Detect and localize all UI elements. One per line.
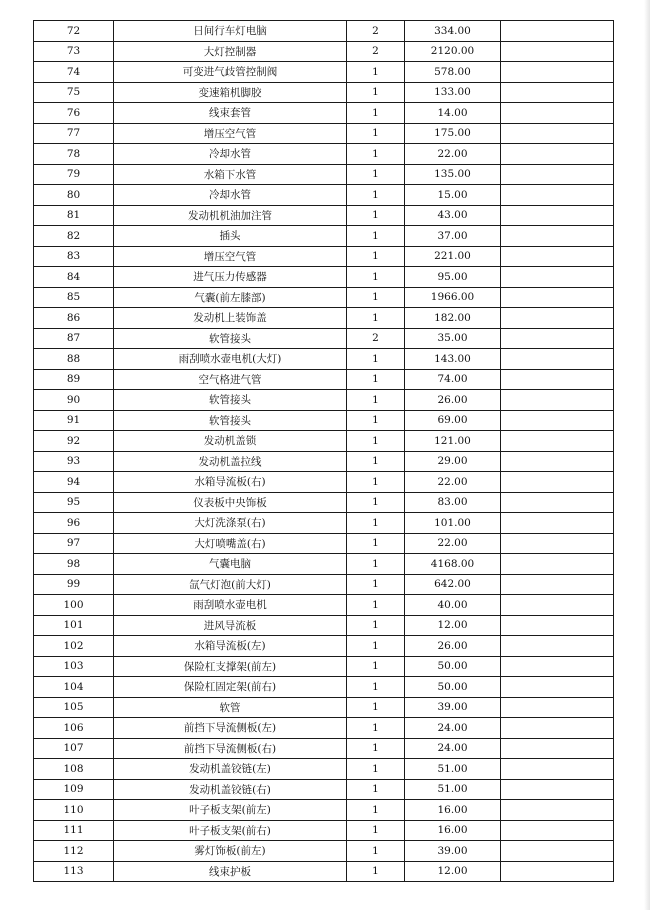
- table-row: [34, 533, 614, 554]
- row-number-cell: 98: [34, 554, 114, 575]
- remark-cell: [501, 820, 614, 841]
- remark-cell: [501, 451, 614, 472]
- row-number-cell: 77: [34, 123, 114, 144]
- remark-cell: [501, 841, 614, 862]
- part-name-cell: 保险杠支撑架(前左): [114, 656, 347, 677]
- table-row: [34, 574, 614, 595]
- remark-cell: [501, 185, 614, 206]
- quantity-cell: 1: [347, 287, 405, 308]
- part-name-cell: 发动机盖拉线: [114, 451, 347, 472]
- price-cell: 51.00: [405, 779, 501, 800]
- row-number-cell: 78: [34, 144, 114, 165]
- remark-cell: [501, 410, 614, 431]
- row-number-cell: 111: [34, 820, 114, 841]
- quantity-cell: 1: [347, 82, 405, 103]
- part-name-cell: 前挡下导流侧板(左): [114, 718, 347, 739]
- quantity-cell: 1: [347, 164, 405, 185]
- part-name-cell: 进气压力传感器: [114, 267, 347, 288]
- price-cell: 182.00: [405, 308, 501, 329]
- price-cell: 83.00: [405, 492, 501, 513]
- price-cell: 1966.00: [405, 287, 501, 308]
- remark-cell: [501, 123, 614, 144]
- part-name-cell: 仪表板中央饰板: [114, 492, 347, 513]
- quantity-cell: 1: [347, 677, 405, 698]
- table-row: [34, 738, 614, 759]
- quantity-cell: 2: [347, 21, 405, 42]
- table-row: [34, 656, 614, 677]
- remark-cell: [501, 656, 614, 677]
- part-name-cell: 增压空气管: [114, 246, 347, 267]
- table-row: [34, 328, 614, 349]
- quantity-cell: 1: [347, 431, 405, 452]
- row-number-cell: 113: [34, 861, 114, 882]
- quantity-cell: 1: [347, 636, 405, 657]
- row-number-cell: 88: [34, 349, 114, 370]
- remark-cell: [501, 718, 614, 739]
- remark-cell: [501, 697, 614, 718]
- row-number-cell: 110: [34, 800, 114, 821]
- table-row: [34, 226, 614, 247]
- table-row: [34, 410, 614, 431]
- part-name-cell: 保险杠固定架(前右): [114, 677, 347, 698]
- part-name-cell: 变速箱机脚胶: [114, 82, 347, 103]
- part-name-cell: 水箱导流板(左): [114, 636, 347, 657]
- part-name-cell: 日间行车灯电脑: [114, 21, 347, 42]
- remark-cell: [501, 800, 614, 821]
- part-name-cell: 叶子板支架(前左): [114, 800, 347, 821]
- row-number-cell: 94: [34, 472, 114, 493]
- remark-cell: [501, 267, 614, 288]
- price-cell: 16.00: [405, 820, 501, 841]
- table-row: [34, 759, 614, 780]
- part-name-cell: 发动机上装饰盖: [114, 308, 347, 329]
- price-cell: 22.00: [405, 472, 501, 493]
- table-row: [34, 287, 614, 308]
- quantity-cell: 1: [347, 841, 405, 862]
- quantity-cell: 1: [347, 697, 405, 718]
- part-name-cell: 软管接头: [114, 390, 347, 411]
- remark-cell: [501, 738, 614, 759]
- row-number-cell: 83: [34, 246, 114, 267]
- row-number-cell: 73: [34, 41, 114, 62]
- price-cell: 40.00: [405, 595, 501, 616]
- table-row: [34, 595, 614, 616]
- price-cell: 135.00: [405, 164, 501, 185]
- quantity-cell: 1: [347, 656, 405, 677]
- price-cell: 578.00: [405, 62, 501, 83]
- table-row: [34, 513, 614, 534]
- row-number-cell: 101: [34, 615, 114, 636]
- price-cell: 24.00: [405, 738, 501, 759]
- row-number-cell: 90: [34, 390, 114, 411]
- price-cell: 175.00: [405, 123, 501, 144]
- remark-cell: [501, 861, 614, 882]
- remark-cell: [501, 513, 614, 534]
- row-number-cell: 93: [34, 451, 114, 472]
- remark-cell: [501, 595, 614, 616]
- quantity-cell: 1: [347, 861, 405, 882]
- part-name-cell: 软管接头: [114, 328, 347, 349]
- part-name-cell: 发动机盖铰链(左): [114, 759, 347, 780]
- table-row: [34, 21, 614, 42]
- row-number-cell: 89: [34, 369, 114, 390]
- row-number-cell: 92: [34, 431, 114, 452]
- remark-cell: [501, 779, 614, 800]
- remark-cell: [501, 103, 614, 124]
- row-number-cell: 104: [34, 677, 114, 698]
- price-cell: 74.00: [405, 369, 501, 390]
- quantity-cell: 1: [347, 554, 405, 575]
- quantity-cell: 1: [347, 820, 405, 841]
- remark-cell: [501, 41, 614, 62]
- price-cell: 22.00: [405, 144, 501, 165]
- table-row: [34, 123, 614, 144]
- row-number-cell: 72: [34, 21, 114, 42]
- part-name-cell: 软管接头: [114, 410, 347, 431]
- quantity-cell: 1: [347, 800, 405, 821]
- row-number-cell: 79: [34, 164, 114, 185]
- remark-cell: [501, 677, 614, 698]
- table-row: [34, 185, 614, 206]
- row-number-cell: 85: [34, 287, 114, 308]
- part-name-cell: 冷却水管: [114, 185, 347, 206]
- price-cell: 143.00: [405, 349, 501, 370]
- price-cell: 133.00: [405, 82, 501, 103]
- row-number-cell: 95: [34, 492, 114, 513]
- price-cell: 221.00: [405, 246, 501, 267]
- row-number-cell: 106: [34, 718, 114, 739]
- row-number-cell: 91: [34, 410, 114, 431]
- remark-cell: [501, 144, 614, 165]
- quantity-cell: 1: [347, 759, 405, 780]
- row-number-cell: 86: [34, 308, 114, 329]
- quantity-cell: 1: [347, 267, 405, 288]
- table-row: [34, 144, 614, 165]
- part-name-cell: 发动机盖锁: [114, 431, 347, 452]
- quantity-cell: 1: [347, 226, 405, 247]
- part-name-cell: 雾灯饰板(前左): [114, 841, 347, 862]
- table-row: [34, 636, 614, 657]
- remark-cell: [501, 308, 614, 329]
- row-number-cell: 84: [34, 267, 114, 288]
- remark-cell: [501, 472, 614, 493]
- price-cell: 39.00: [405, 841, 501, 862]
- price-cell: 37.00: [405, 226, 501, 247]
- row-number-cell: 75: [34, 82, 114, 103]
- price-cell: 15.00: [405, 185, 501, 206]
- row-number-cell: 112: [34, 841, 114, 862]
- price-cell: 50.00: [405, 677, 501, 698]
- price-cell: 12.00: [405, 861, 501, 882]
- quantity-cell: 1: [347, 738, 405, 759]
- table-row: [34, 246, 614, 267]
- table-row: [34, 718, 614, 739]
- row-number-cell: 99: [34, 574, 114, 595]
- row-number-cell: 102: [34, 636, 114, 657]
- price-cell: 334.00: [405, 21, 501, 42]
- row-number-cell: 82: [34, 226, 114, 247]
- table-row: [34, 677, 614, 698]
- table-row: [34, 472, 614, 493]
- price-cell: 50.00: [405, 656, 501, 677]
- part-name-cell: 空气格进气管: [114, 369, 347, 390]
- quantity-cell: 1: [347, 472, 405, 493]
- row-number-cell: 80: [34, 185, 114, 206]
- part-name-cell: 大灯控制器: [114, 41, 347, 62]
- remark-cell: [501, 492, 614, 513]
- table-row: [34, 369, 614, 390]
- quantity-cell: 1: [347, 533, 405, 554]
- quantity-cell: 1: [347, 349, 405, 370]
- part-name-cell: 线束护板: [114, 861, 347, 882]
- remark-cell: [501, 636, 614, 657]
- part-name-cell: 进风导流板: [114, 615, 347, 636]
- quantity-cell: 1: [347, 369, 405, 390]
- remark-cell: [501, 759, 614, 780]
- remark-cell: [501, 431, 614, 452]
- table-row: [34, 779, 614, 800]
- quantity-cell: 1: [347, 246, 405, 267]
- page-edge-shadow: [644, 0, 650, 910]
- table-row: [34, 103, 614, 124]
- row-number-cell: 108: [34, 759, 114, 780]
- quantity-cell: 1: [347, 492, 405, 513]
- price-cell: 22.00: [405, 533, 501, 554]
- price-cell: 26.00: [405, 636, 501, 657]
- part-name-cell: 发动机盖铰链(右): [114, 779, 347, 800]
- row-number-cell: 109: [34, 779, 114, 800]
- price-cell: 43.00: [405, 205, 501, 226]
- part-name-cell: 大灯喷嘴盖(右): [114, 533, 347, 554]
- quantity-cell: 1: [347, 779, 405, 800]
- remark-cell: [501, 615, 614, 636]
- table-row: [34, 820, 614, 841]
- quantity-cell: 1: [347, 62, 405, 83]
- row-number-cell: 81: [34, 205, 114, 226]
- quantity-cell: 1: [347, 144, 405, 165]
- quantity-cell: 1: [347, 615, 405, 636]
- table-row: [34, 554, 614, 575]
- quantity-cell: 1: [347, 513, 405, 534]
- table-row: [34, 861, 614, 882]
- part-name-cell: 氙气灯泡(前大灯): [114, 574, 347, 595]
- quantity-cell: 1: [347, 410, 405, 431]
- quantity-cell: 1: [347, 451, 405, 472]
- price-cell: 101.00: [405, 513, 501, 534]
- table-row: [34, 492, 614, 513]
- row-number-cell: 76: [34, 103, 114, 124]
- price-cell: 24.00: [405, 718, 501, 739]
- price-cell: 51.00: [405, 759, 501, 780]
- part-name-cell: 雨刮喷水壶电机: [114, 595, 347, 616]
- table-row: [34, 308, 614, 329]
- price-cell: 4168.00: [405, 554, 501, 575]
- table-row: [34, 800, 614, 821]
- parts-price-table: [33, 20, 614, 882]
- price-cell: 2120.00: [405, 41, 501, 62]
- price-cell: 39.00: [405, 697, 501, 718]
- quantity-cell: 1: [347, 390, 405, 411]
- price-cell: 642.00: [405, 574, 501, 595]
- remark-cell: [501, 21, 614, 42]
- price-cell: 69.00: [405, 410, 501, 431]
- table-row: [34, 82, 614, 103]
- row-number-cell: 103: [34, 656, 114, 677]
- quantity-cell: 1: [347, 595, 405, 616]
- part-name-cell: 前挡下导流侧板(右): [114, 738, 347, 759]
- remark-cell: [501, 287, 614, 308]
- quantity-cell: 1: [347, 123, 405, 144]
- table-row: [34, 390, 614, 411]
- part-name-cell: 气囊(前左膝部): [114, 287, 347, 308]
- quantity-cell: 1: [347, 718, 405, 739]
- row-number-cell: 100: [34, 595, 114, 616]
- remark-cell: [501, 390, 614, 411]
- table-row: [34, 431, 614, 452]
- quantity-cell: 1: [347, 308, 405, 329]
- remark-cell: [501, 349, 614, 370]
- remark-cell: [501, 369, 614, 390]
- part-name-cell: 发动机机油加注管: [114, 205, 347, 226]
- price-cell: 95.00: [405, 267, 501, 288]
- quantity-cell: 1: [347, 185, 405, 206]
- part-name-cell: 水箱下水管: [114, 164, 347, 185]
- remark-cell: [501, 82, 614, 103]
- price-cell: 35.00: [405, 328, 501, 349]
- table-row: [34, 841, 614, 862]
- table-row: [34, 451, 614, 472]
- part-name-cell: 大灯洗涤泵(右): [114, 513, 347, 534]
- price-cell: 16.00: [405, 800, 501, 821]
- remark-cell: [501, 533, 614, 554]
- part-name-cell: 可变进气歧管控制阀: [114, 62, 347, 83]
- table-row: [34, 697, 614, 718]
- table-row: [34, 164, 614, 185]
- price-cell: 14.00: [405, 103, 501, 124]
- part-name-cell: 雨刮喷水壶电机(大灯): [114, 349, 347, 370]
- row-number-cell: 105: [34, 697, 114, 718]
- remark-cell: [501, 164, 614, 185]
- remark-cell: [501, 62, 614, 83]
- part-name-cell: 插头: [114, 226, 347, 247]
- part-name-cell: 增压空气管: [114, 123, 347, 144]
- row-number-cell: 87: [34, 328, 114, 349]
- price-cell: 26.00: [405, 390, 501, 411]
- quantity-cell: 1: [347, 103, 405, 124]
- table-row: [34, 205, 614, 226]
- remark-cell: [501, 205, 614, 226]
- quantity-cell: 2: [347, 328, 405, 349]
- quantity-cell: 1: [347, 574, 405, 595]
- row-number-cell: 96: [34, 513, 114, 534]
- quantity-cell: 1: [347, 205, 405, 226]
- remark-cell: [501, 226, 614, 247]
- part-name-cell: 冷却水管: [114, 144, 347, 165]
- row-number-cell: 107: [34, 738, 114, 759]
- remark-cell: [501, 246, 614, 267]
- table-row: [34, 267, 614, 288]
- remark-cell: [501, 328, 614, 349]
- part-name-cell: 软管: [114, 697, 347, 718]
- table-row: [34, 349, 614, 370]
- remark-cell: [501, 574, 614, 595]
- row-number-cell: 74: [34, 62, 114, 83]
- row-number-cell: 97: [34, 533, 114, 554]
- part-name-cell: 水箱导流板(右): [114, 472, 347, 493]
- quantity-cell: 2: [347, 41, 405, 62]
- price-cell: 12.00: [405, 615, 501, 636]
- remark-cell: [501, 554, 614, 575]
- price-cell: 29.00: [405, 451, 501, 472]
- table-row: [34, 41, 614, 62]
- table-row: [34, 615, 614, 636]
- part-name-cell: 线束套管: [114, 103, 347, 124]
- part-name-cell: 叶子板支架(前右): [114, 820, 347, 841]
- part-name-cell: 气囊电脑: [114, 554, 347, 575]
- price-cell: 121.00: [405, 431, 501, 452]
- table-body: [34, 21, 614, 882]
- table-row: [34, 62, 614, 83]
